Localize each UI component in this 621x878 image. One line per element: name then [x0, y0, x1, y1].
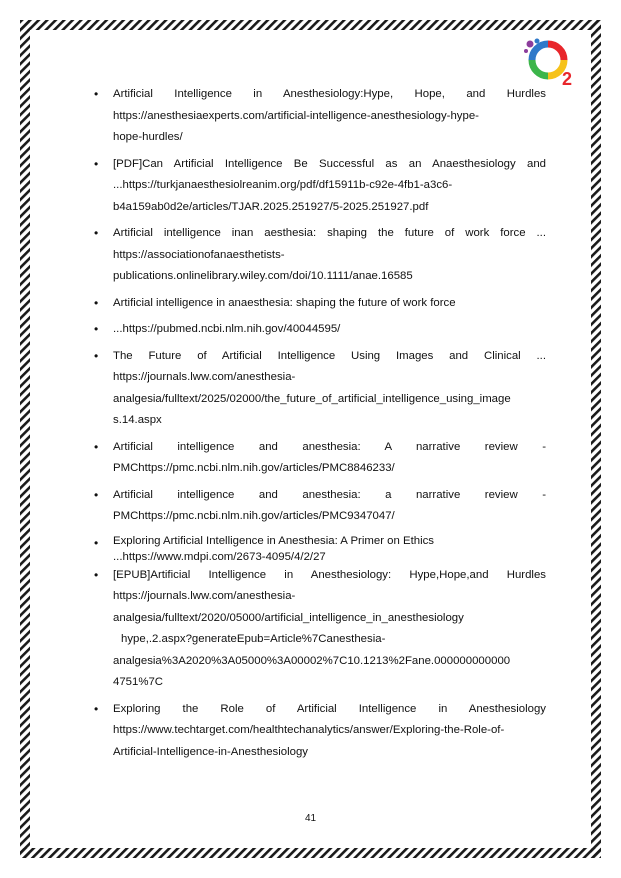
reference-text: • Artificial intelligence and anesthesia: A narrative review - [113, 440, 546, 453]
reference-link[interactable]: Artificial-Intelligence-in-Anesthesiology [113, 745, 308, 758]
reference-item [94, 699, 546, 764]
reference-text: • Exploring the Role of Artificial Intelligence in Anesthesiology [113, 702, 546, 715]
reference-link[interactable]: analgesia/fulltext/2020/05000/artificial_intelligence_in_anesthesiology [113, 611, 464, 624]
reference-text: • Exploring Artificial Intelligence in Anesthesia: A Primer on Ethics [113, 534, 434, 547]
reference-text: • Artificial intelligence and anesthesia: a narrative review - [113, 488, 546, 501]
reference-item [94, 319, 546, 341]
reference-item [94, 565, 546, 694]
reference-item [94, 485, 546, 528]
reference-link[interactable]: https://journals.lww.com/anesthesia- [113, 371, 296, 383]
reference-link[interactable]: https://anesthesiaexperts.com/artificial-intelligence-anesthesiology-hype- [113, 109, 479, 122]
reference-link[interactable]: analgesia%3A2020%3A05000%3A00002%7C10.1213%2Fane.000000000000 [113, 654, 511, 667]
reference-link[interactable]: publications.onlinelibrary.wiley.com/doi/10.1111/anae.16585 [113, 270, 413, 282]
reference-link[interactable]: • ...https://pubmed.ncbi.nlm.nih.gov/40044595/ [113, 323, 341, 335]
reference-item [94, 533, 546, 564]
reference-item [94, 293, 546, 315]
logo-subscript: 2 [562, 69, 573, 88]
reference-list [94, 84, 546, 768]
reference-link[interactable]: ...https://turkjanaesthesiolreanim.org/pdf/df15911b-c92e-4fb1-a3c6- [113, 179, 453, 191]
reference-text: • The Future of Artificial Intelligence Using Images and Clinical ... [113, 349, 546, 362]
reference-link[interactable]: b4a159ab0d2e/articles/TJAR.2025.251927/5-2025.251927.pdf [113, 200, 429, 213]
reference-link[interactable]: https://www.techtarget.com/healthtechanalytics/answer/Exploring-the-Role-of- [113, 724, 505, 736]
reference-link[interactable]: analgesia/fulltext/2025/02000/the_future_of_artificial_intelligence_using_image [113, 392, 511, 405]
reference-link[interactable]: ...https://www.mdpi.com/2673-4095/4/2/27 [113, 550, 326, 563]
page-number: 41 [304, 813, 317, 824]
reference-link[interactable]: 4751%7C [113, 676, 164, 688]
reference-text: • Artificial intelligence in anaesthesia: shaping the future of work force [113, 296, 456, 309]
reference-item [94, 84, 546, 149]
reference-link[interactable]: https://journals.lww.com/anesthesia- [113, 590, 296, 602]
reference-text: • [PDF]Can Artificial Intelligence Be Successful as an Anaesthesiology and [113, 157, 546, 170]
reference-link[interactable]: PMChttps://pmc.ncbi.nlm.nih.gov/articles/PMC9347047/ [113, 510, 395, 522]
reference-link[interactable]: https://associationofanaesthetists- [113, 248, 285, 261]
reference-item [94, 437, 546, 480]
o2-logo [522, 38, 578, 88]
reference-item [94, 223, 546, 288]
reference-item [94, 154, 546, 219]
reference-link[interactable]: hype,.2.aspx?generateEpub=Article%7Canesthesia- [121, 633, 386, 645]
reference-text: • Artificial intelligence inan aesthesia: shaping the future of work force ... [113, 227, 546, 239]
reference-text: • Artificial Intelligence in Anesthesiology:Hype, Hope, and Hurdles [113, 88, 546, 100]
reference-item [94, 346, 546, 432]
reference-link[interactable]: s.14.aspx [113, 414, 162, 426]
reference-text: • [EPUB]Artificial Intelligence in Anesthesiology: Hype,Hope,and Hurdles [113, 568, 546, 581]
reference-link[interactable]: hope-hurdles/ [113, 131, 183, 143]
reference-link[interactable]: PMChttps://pmc.ncbi.nlm.nih.gov/articles/PMC8846233/ [113, 462, 395, 474]
